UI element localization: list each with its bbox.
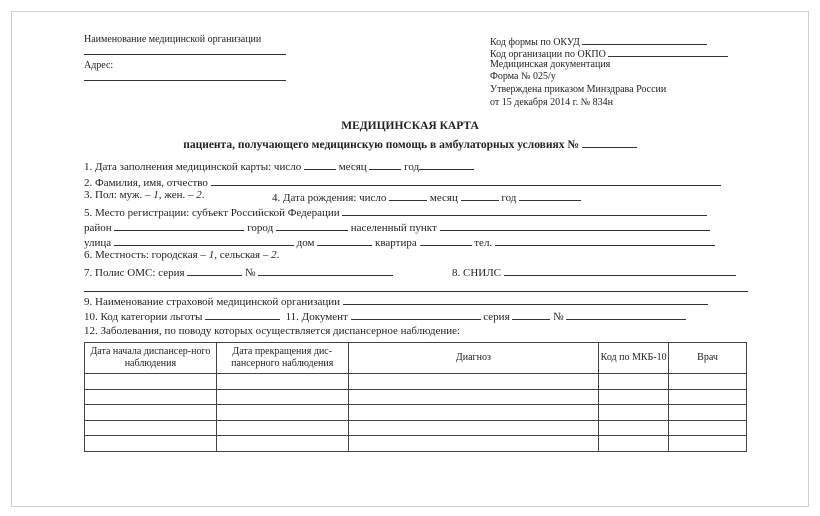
district-field[interactable] xyxy=(114,219,244,231)
birth-day-field[interactable] xyxy=(389,189,427,201)
oms-number-field[interactable] xyxy=(258,264,393,276)
f2-label: 2. Фамилия, имя, отчество xyxy=(84,177,208,189)
f5-label: 5. Место регистрации: субъект Российской Федерации xyxy=(84,207,340,219)
address-field[interactable] xyxy=(84,80,286,81)
table-cell[interactable] xyxy=(348,420,599,436)
table-row xyxy=(85,389,747,405)
address-label: Адрес: xyxy=(84,60,114,71)
table-cell[interactable] xyxy=(669,436,747,452)
col-icd-code: Код по МКБ-10 xyxy=(599,343,669,374)
oms-label: 7. Полис ОМС: серия xyxy=(84,267,185,279)
okud-label: Код формы по ОКУД xyxy=(490,37,580,48)
table-cell[interactable] xyxy=(85,389,217,405)
benefit-code-label: 10. Код категории льготы xyxy=(84,311,203,323)
table-cell[interactable] xyxy=(85,420,217,436)
col-doctor: Врач xyxy=(669,343,747,374)
house-label: дом xyxy=(296,237,315,249)
locality-field[interactable] xyxy=(440,219,710,231)
snils-label: 8. СНИЛС xyxy=(452,267,502,279)
document-title: МЕДИЦИНСКАЯ КАРТА xyxy=(341,120,479,132)
table-cell[interactable] xyxy=(599,374,669,390)
document-field[interactable] xyxy=(351,308,481,320)
doc-type: Медицинская документация xyxy=(490,59,611,70)
f4-label: 4. Дата рождения: число xyxy=(272,192,387,204)
oms-series-field[interactable] xyxy=(187,264,242,276)
city-label: город xyxy=(247,222,274,234)
dispensary-table xyxy=(84,342,747,452)
approved-date: от 15 декабря 2014 г. № 834н xyxy=(490,97,613,108)
table-cell[interactable] xyxy=(216,436,348,452)
area-label: 6. Местность: городская – 1, сельская – 2. xyxy=(84,249,280,261)
benefit-code-field[interactable] xyxy=(205,308,280,320)
okpo-field[interactable] xyxy=(608,45,728,57)
document-subtitle: пациента, получающего медицинскую помощь в амбулаторных условиях № xyxy=(183,139,579,151)
extra-line[interactable] xyxy=(84,291,748,292)
table-cell[interactable] xyxy=(599,420,669,436)
table-cell[interactable] xyxy=(669,389,747,405)
phone-label: тел. xyxy=(474,237,493,249)
table-header xyxy=(85,343,747,374)
okpo-label: Код организации по ОКПО xyxy=(490,49,606,60)
table-row xyxy=(85,420,747,436)
table-cell[interactable] xyxy=(85,374,217,390)
birth-month-field[interactable] xyxy=(461,189,499,201)
table-row xyxy=(85,374,747,390)
document-number-field[interactable] xyxy=(566,308,686,320)
snils-field[interactable] xyxy=(504,264,736,276)
fill-day-field[interactable] xyxy=(304,158,336,170)
fill-year-field[interactable] xyxy=(419,158,474,170)
table-cell[interactable] xyxy=(669,374,747,390)
f1-label: 1. Дата заполнения медицинской карты: число xyxy=(84,161,302,173)
month-label: месяц xyxy=(429,192,458,204)
phone-field[interactable] xyxy=(495,234,715,246)
table-cell[interactable] xyxy=(599,436,669,452)
year-label: год xyxy=(404,161,420,173)
apartment-field[interactable] xyxy=(420,234,472,246)
year-label: год xyxy=(501,192,517,204)
table-cell[interactable] xyxy=(669,405,747,421)
table-cell[interactable] xyxy=(348,405,599,421)
table-cell[interactable] xyxy=(348,374,599,390)
series-label: серия xyxy=(483,311,510,323)
district-label: район xyxy=(84,222,112,234)
insurer-field[interactable] xyxy=(343,293,708,305)
month-label: месяц xyxy=(338,161,367,173)
city-field[interactable] xyxy=(276,219,348,231)
number-label: № xyxy=(553,311,564,323)
number-label: № xyxy=(245,267,256,279)
insurer-label: 9. Наименование страховой медицинской организации xyxy=(84,296,341,308)
org-name-field[interactable] xyxy=(84,54,286,55)
document-label: 11. Документ xyxy=(285,311,348,323)
table-cell[interactable] xyxy=(216,389,348,405)
street-field[interactable] xyxy=(114,234,294,246)
fill-month-field[interactable] xyxy=(369,158,401,170)
card-number-field[interactable] xyxy=(582,136,637,148)
birth-year-field[interactable] xyxy=(519,189,581,201)
table-cell[interactable] xyxy=(348,436,599,452)
table-cell[interactable] xyxy=(216,374,348,390)
f12-label: 12. Заболевания, по поводу которых осуществляется диспансерное наблюдение: xyxy=(84,325,461,337)
form-number: Форма № 025/у xyxy=(490,71,556,82)
col-start-date: Дата начала диспансер-ного наблюдения xyxy=(85,343,217,374)
table-cell[interactable] xyxy=(85,436,217,452)
sex-label: 3. Пол: муж. – 1, жен. – 2. xyxy=(84,189,205,201)
col-end-date: Дата прекращения дис-пансерного наблюдения xyxy=(216,343,348,374)
table-row xyxy=(85,436,747,452)
street-label: улица xyxy=(84,237,112,249)
okud-field[interactable] xyxy=(582,33,707,45)
table-cell[interactable] xyxy=(669,420,747,436)
table-cell[interactable] xyxy=(216,420,348,436)
approved-text: Утверждена приказом Минздрава России xyxy=(490,84,667,95)
org-name-label: Наименование медицинской организации xyxy=(84,34,262,45)
table-cell[interactable] xyxy=(599,405,669,421)
house-field[interactable] xyxy=(317,234,372,246)
locality-label: населенный пункт xyxy=(350,222,437,234)
table-cell[interactable] xyxy=(85,405,217,421)
full-name-field[interactable] xyxy=(211,174,721,186)
document-series-field[interactable] xyxy=(512,308,550,320)
apartment-label: квартира xyxy=(375,237,417,249)
col-diagnosis: Диагноз xyxy=(348,343,599,374)
region-field[interactable] xyxy=(342,204,707,216)
table-cell[interactable] xyxy=(216,405,348,421)
table-cell[interactable] xyxy=(348,389,599,405)
table-row xyxy=(85,405,747,421)
table-cell[interactable] xyxy=(599,389,669,405)
